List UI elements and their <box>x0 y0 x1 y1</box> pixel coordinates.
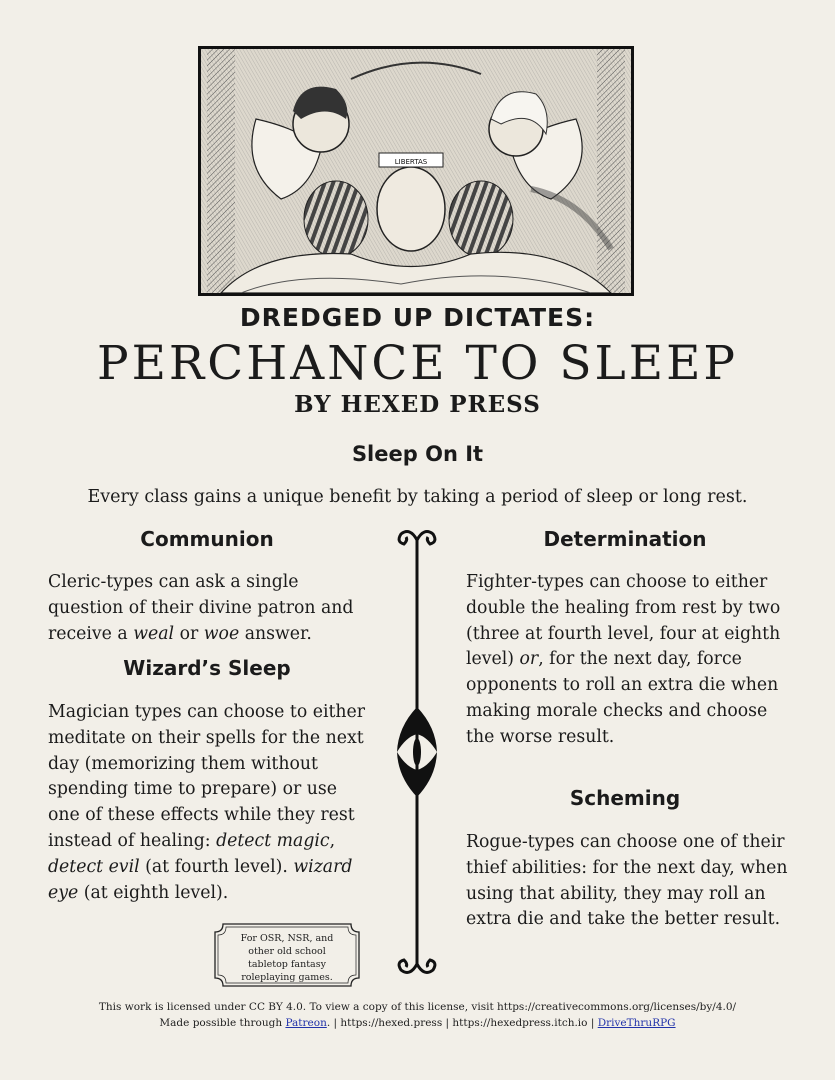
drivethrurpg-link[interactable]: DriveThruRPG <box>597 1017 676 1029</box>
header-illustration <box>198 46 634 296</box>
communion-heading: Communion <box>140 527 274 551</box>
scheming-heading: Scheming <box>569 786 681 810</box>
intro-text: Every class gains a unique benefit by taking a period of sleep or long rest. <box>87 487 748 507</box>
links-line: Made possible through Patreon. | https://hexed.press | https://hexedpress.itch.io | DriveThruRPG <box>159 1017 676 1029</box>
cap-text: LIBERTAS <box>394 158 428 166</box>
wizards-sleep-text: Magician types can choose to either meditate on their spells for the next day (memorizing them without spending time to prepare) or use one of these effects while they rest instead of healing: detect magic, detect evil (at fourth level). wizard eye (at eighth level). <box>48 702 366 903</box>
scheming-text: Rogue-types can choose one of their thief abilities: for the next day, when using that ability, they may roll an extra die and take the better result. <box>466 832 788 930</box>
communion-text: Cleric-types can ask a single question of their divine patron and receive a weal or woe answer. <box>48 572 354 644</box>
kicker-heading: DREDGED UP DICTATES: <box>239 303 596 332</box>
byline: BY HEXED PRESS <box>294 391 541 418</box>
game-note-frame <box>213 922 361 988</box>
determination-heading: Determination <box>543 527 707 551</box>
determination-text: Fighter-types can choose to either double the healing from rest by two (three at fourth level, four at eighth level) or, for the next day, force opponents to roll an extra die when making morale checks and choose the worse result. <box>466 572 781 747</box>
patreon-link[interactable]: Patreon <box>285 1017 327 1029</box>
license-line: This work is licensed under CC BY 4.0. To view a copy of this license, visit https://creativecommons.org/licenses/by/4.0/ <box>98 1001 737 1013</box>
note-text: For OSR, NSR, and other old school tabletop fantasy roleplaying games. <box>240 933 334 983</box>
ornamental-divider <box>392 522 442 982</box>
page-title: PERCHANCE TO SLEEP <box>96 336 739 391</box>
section-heading: Sleep On It <box>351 442 484 466</box>
wizards-sleep-heading: Wizard’s Sleep <box>123 656 291 680</box>
